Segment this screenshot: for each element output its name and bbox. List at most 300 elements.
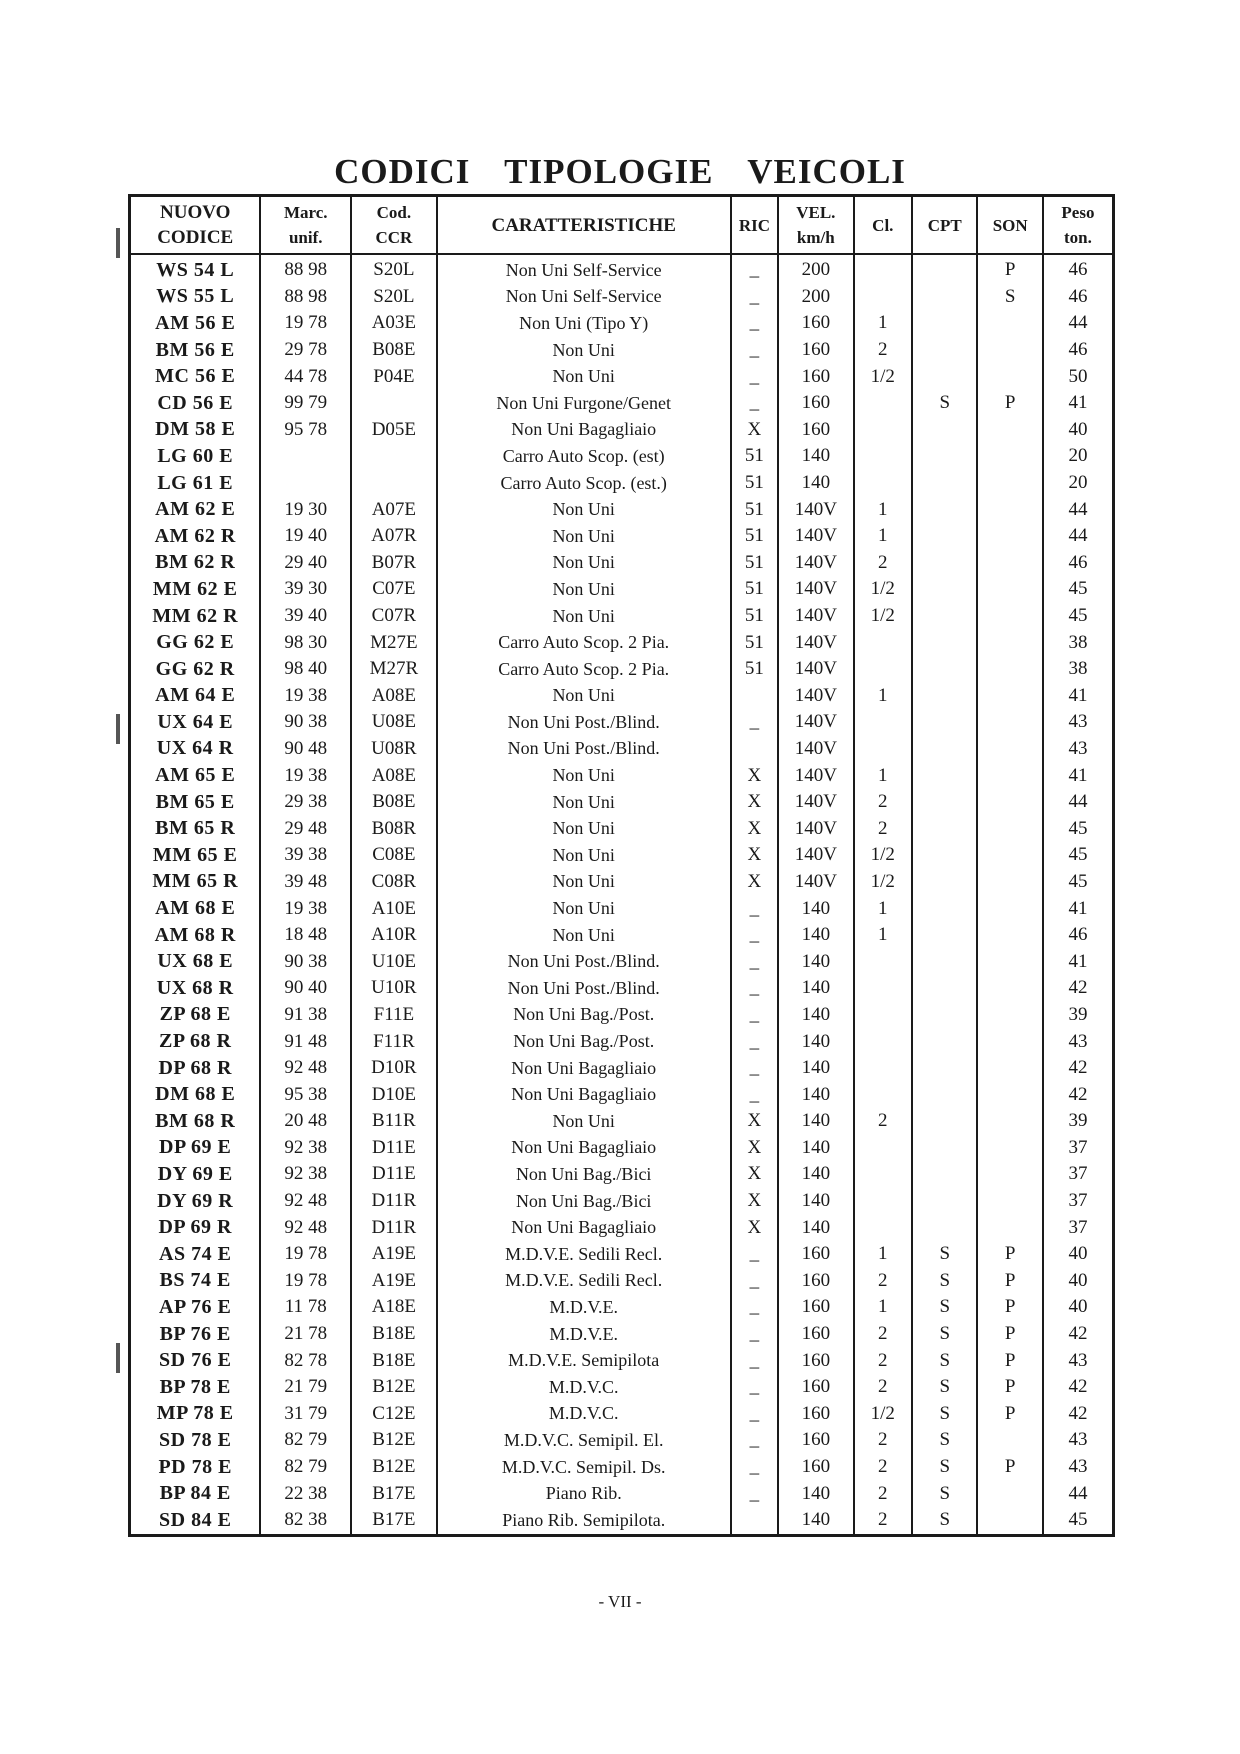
title-word: VEICOLI [747,152,906,191]
cell-cl [854,709,912,736]
cell-cpt [912,284,977,311]
cell-cpt [912,1214,977,1241]
cell-ccr: S20L [351,284,437,311]
cell-son: P [977,1321,1042,1348]
cell-marc: 82 38 [260,1507,351,1535]
cell-vel: 140 [778,1081,854,1108]
cell-ccr: P04E [351,363,437,390]
cell-codice: BM 56 E [130,337,261,364]
cell-cpt: S [912,1480,977,1507]
cell-caratteristiche: M.D.V.E. Sedili Recl. [437,1241,731,1268]
cell-vel: 140V [778,736,854,763]
cell-son [977,363,1042,390]
table-row [130,417,1114,444]
cell-marc: 19 78 [260,1268,351,1295]
cell-son [977,337,1042,364]
cell-peso: 37 [1043,1161,1114,1188]
cell-caratteristiche: M.D.V.C. Semipil. El. [437,1427,731,1454]
cell-peso: 43 [1043,736,1114,763]
cell-marc: 39 30 [260,576,351,603]
cell-caratteristiche: Non Uni Bag./Bici [437,1188,731,1215]
cell-cpt [912,762,977,789]
cell-son [977,417,1042,444]
cell-peso: 45 [1043,815,1114,842]
cell-ric [731,736,778,763]
margin-mark [116,1343,120,1373]
cell-cpt [912,709,977,736]
cell-codice: DM 58 E [130,417,261,444]
cell-marc: 44 78 [260,363,351,390]
cell-son [977,550,1042,577]
cell-son: P [977,1454,1042,1481]
cell-codice: DP 68 R [130,1055,261,1082]
col-header-ric: RIC [731,196,778,255]
cell-marc [260,470,351,497]
cell-ccr: F11E [351,1002,437,1029]
cell-vel: 140 [778,1028,854,1055]
cell-ric: _ [731,1055,778,1082]
cell-ric: X [731,417,778,444]
cell-ccr: A10E [351,895,437,922]
cell-cl: 2 [854,1321,912,1348]
table-row [130,496,1114,523]
cell-cpt [912,629,977,656]
cell-codice: GG 62 R [130,656,261,683]
cell-ric: _ [731,1480,778,1507]
cell-caratteristiche: Carro Auto Scop. 2 Pia. [437,656,731,683]
cell-caratteristiche: M.D.V.E. Semipilota [437,1347,731,1374]
cell-cpt [912,417,977,444]
cell-cl [854,1055,912,1082]
table-row [130,869,1114,896]
cell-ccr: D11E [351,1161,437,1188]
cell-son [977,1507,1042,1535]
header-row [130,196,1114,255]
cell-codice: BS 74 E [130,1268,261,1295]
cell-peso: 43 [1043,1427,1114,1454]
table-row [130,1161,1114,1188]
table-row [130,1108,1114,1135]
cell-vel: 160 [778,1241,854,1268]
cell-cl: 1 [854,1241,912,1268]
cell-cl [854,1028,912,1055]
cell-marc: 21 78 [260,1321,351,1348]
cell-cpt [912,443,977,470]
cell-vel: 140V [778,576,854,603]
table-row [130,576,1114,603]
cell-codice: WS 54 L [130,254,261,284]
cell-son [977,576,1042,603]
cell-peso: 46 [1043,550,1114,577]
cell-peso: 40 [1043,1294,1114,1321]
cell-son [977,815,1042,842]
cell-peso: 37 [1043,1135,1114,1162]
cell-peso: 42 [1043,975,1114,1002]
cell-ccr: C07R [351,603,437,630]
page-title [0,152,1240,192]
cell-son: P [977,1401,1042,1428]
vehicle-codes-table [128,194,1115,1537]
cell-vel: 160 [778,363,854,390]
table-row [130,815,1114,842]
cell-ric: 51 [731,576,778,603]
table-row [130,390,1114,417]
margin-mark [116,228,120,258]
cell-codice: AM 56 E [130,310,261,337]
cell-ccr: B08R [351,815,437,842]
cell-vel: 140 [778,1214,854,1241]
cell-ric: _ [731,310,778,337]
cell-marc: 90 38 [260,948,351,975]
cell-son [977,470,1042,497]
cell-vel: 140 [778,948,854,975]
cell-marc: 11 78 [260,1294,351,1321]
table-row [130,1081,1114,1108]
cell-cpt [912,1081,977,1108]
cell-cl: 1 [854,496,912,523]
cell-caratteristiche: Non Uni Post./Blind. [437,948,731,975]
cell-son [977,496,1042,523]
cell-marc: 39 48 [260,869,351,896]
cell-codice: DM 68 E [130,1081,261,1108]
cell-peso: 44 [1043,789,1114,816]
cell-ccr: C08E [351,842,437,869]
cell-codice: GG 62 E [130,629,261,656]
cell-peso: 46 [1043,337,1114,364]
cell-son [977,1028,1042,1055]
cell-ric: _ [731,1427,778,1454]
cell-cpt: S [912,1507,977,1535]
cell-codice: MM 62 E [130,576,261,603]
cell-peso: 44 [1043,310,1114,337]
cell-marc: 18 48 [260,922,351,949]
cell-son [977,948,1042,975]
cell-peso: 37 [1043,1188,1114,1215]
col-header-caratteristiche: CARATTERISTICHE [437,196,731,255]
table-row [130,1188,1114,1215]
cell-vel: 140 [778,1135,854,1162]
cell-cpt [912,470,977,497]
cell-ric: _ [731,1401,778,1428]
cell-vel: 160 [778,1294,854,1321]
table-row [130,1427,1114,1454]
cell-codice: UX 68 R [130,975,261,1002]
col-header-peso: Peso ton. [1043,196,1114,255]
cell-ric: X [731,789,778,816]
cell-cl [854,1081,912,1108]
cell-cl [854,254,912,284]
cell-cl: 1 [854,895,912,922]
cell-codice: SD 84 E [130,1507,261,1535]
cell-ric: _ [731,337,778,364]
cell-marc: 29 38 [260,789,351,816]
cell-ccr: U08E [351,709,437,736]
cell-cl [854,1002,912,1029]
cell-vel: 160 [778,1374,854,1401]
cell-son: S [977,284,1042,311]
cell-ric: _ [731,1374,778,1401]
col-header-cpt: CPT [912,196,977,255]
cell-ric: _ [731,709,778,736]
cell-ccr: A07E [351,496,437,523]
cell-ric: _ [731,1347,778,1374]
cell-cpt: S [912,1454,977,1481]
cell-ccr: D11R [351,1188,437,1215]
table-row [130,310,1114,337]
cell-cl [854,417,912,444]
cell-codice: MM 65 E [130,842,261,869]
cell-cpt: S [912,1427,977,1454]
cell-peso: 40 [1043,1268,1114,1295]
cell-marc: 19 38 [260,895,351,922]
cell-peso: 45 [1043,576,1114,603]
col-header-vel: VEL. km/h [778,196,854,255]
cell-caratteristiche: Piano Rib. [437,1480,731,1507]
margin-mark [116,714,120,744]
cell-cl: 2 [854,815,912,842]
cell-peso: 46 [1043,254,1114,284]
cell-cpt [912,1002,977,1029]
cell-ric: _ [731,948,778,975]
cell-ccr: A19E [351,1241,437,1268]
cell-peso: 39 [1043,1108,1114,1135]
cell-cl: 1 [854,310,912,337]
cell-ccr: B12E [351,1427,437,1454]
cell-peso: 44 [1043,496,1114,523]
cell-son [977,975,1042,1002]
cell-ccr: C08R [351,869,437,896]
cell-caratteristiche: Non Uni Post./Blind. [437,975,731,1002]
cell-cpt [912,603,977,630]
cell-codice: CD 56 E [130,390,261,417]
cell-son: P [977,390,1042,417]
cell-cpt [912,948,977,975]
cell-ric: 51 [731,656,778,683]
cell-ccr: U10E [351,948,437,975]
cell-marc: 31 79 [260,1401,351,1428]
cell-vel: 160 [778,1268,854,1295]
cell-peso: 42 [1043,1081,1114,1108]
cell-ric: _ [731,254,778,284]
cell-son [977,1214,1042,1241]
cell-cl [854,1188,912,1215]
cell-cpt: S [912,1268,977,1295]
cell-peso: 41 [1043,948,1114,975]
cell-codice: DY 69 R [130,1188,261,1215]
cell-ccr: S20L [351,254,437,284]
cell-ric: 51 [731,550,778,577]
cell-peso: 40 [1043,417,1114,444]
table-row [130,1028,1114,1055]
cell-cl: 2 [854,1374,912,1401]
cell-codice: AM 62 E [130,496,261,523]
cell-ric: 51 [731,470,778,497]
cell-caratteristiche: Non Uni Bagagliaio [437,1135,731,1162]
cell-marc: 91 48 [260,1028,351,1055]
title-word: CODICI [334,152,471,191]
cell-ric: X [731,762,778,789]
cell-ric: X [731,1161,778,1188]
cell-codice: BP 76 E [130,1321,261,1348]
cell-cpt [912,1055,977,1082]
cell-codice: MM 65 R [130,869,261,896]
table-row [130,443,1114,470]
cell-marc: 22 38 [260,1480,351,1507]
cell-vel: 140V [778,629,854,656]
cell-marc: 39 38 [260,842,351,869]
cell-cl: 2 [854,337,912,364]
table-row [130,1454,1114,1481]
cell-vel: 140 [778,1507,854,1535]
cell-vel: 160 [778,1401,854,1428]
cell-peso: 46 [1043,284,1114,311]
cell-codice: SD 78 E [130,1427,261,1454]
cell-ccr: A07R [351,523,437,550]
cell-marc: 91 38 [260,1002,351,1029]
cell-codice: PD 78 E [130,1454,261,1481]
cell-marc: 19 30 [260,496,351,523]
cell-caratteristiche: Non Uni [437,603,731,630]
cell-vel: 160 [778,417,854,444]
cell-marc: 88 98 [260,284,351,311]
cell-marc: 90 38 [260,709,351,736]
cell-son [977,603,1042,630]
cell-cpt [912,523,977,550]
cell-ccr: D10E [351,1081,437,1108]
table-row [130,948,1114,975]
cell-caratteristiche: Non Uni [437,762,731,789]
cell-caratteristiche: Non Uni [437,815,731,842]
table-body [130,254,1114,1535]
cell-ccr: B08E [351,337,437,364]
cell-son: P [977,254,1042,284]
cell-cpt [912,550,977,577]
cell-ccr: F11R [351,1028,437,1055]
cell-ccr [351,443,437,470]
cell-cpt [912,1028,977,1055]
cell-vel: 140V [778,603,854,630]
cell-ric: _ [731,1268,778,1295]
cell-vel: 140 [778,443,854,470]
cell-vel: 160 [778,337,854,364]
cell-caratteristiche: Non Uni [437,1108,731,1135]
col-header-marc: Marc. unif. [260,196,351,255]
cell-caratteristiche: Non Uni [437,683,731,710]
cell-cpt [912,337,977,364]
cell-cpt [912,975,977,1002]
cell-vel: 200 [778,254,854,284]
cell-ric: 51 [731,629,778,656]
cell-son [977,736,1042,763]
cell-son [977,1480,1042,1507]
cell-son [977,1081,1042,1108]
table-row [130,1135,1114,1162]
cell-cl: 1 [854,523,912,550]
cell-son [977,1188,1042,1215]
page-number: - VII - [598,1592,642,1611]
cell-marc: 95 38 [260,1081,351,1108]
cell-codice: BM 65 E [130,789,261,816]
cell-cl: 1 [854,922,912,949]
table-row [130,1294,1114,1321]
cell-cl [854,443,912,470]
cell-vel: 140 [778,1108,854,1135]
table-row [130,789,1114,816]
cell-son [977,1055,1042,1082]
table-row [130,1374,1114,1401]
cell-ric: _ [731,1294,778,1321]
cell-caratteristiche: Non Uni [437,576,731,603]
cell-ric: X [731,1188,778,1215]
cell-peso: 45 [1043,603,1114,630]
cell-marc: 99 79 [260,390,351,417]
cell-vel: 140 [778,1161,854,1188]
cell-son [977,683,1042,710]
cell-son [977,310,1042,337]
cell-cl: 2 [854,1507,912,1535]
cell-cl [854,975,912,1002]
cell-son [977,629,1042,656]
cell-caratteristiche: Non Uni Bagagliaio [437,417,731,444]
cell-ccr: M27E [351,629,437,656]
cell-marc: 19 38 [260,683,351,710]
cell-cl: 2 [854,1454,912,1481]
cell-cl [854,1214,912,1241]
cell-cpt [912,869,977,896]
table-row [130,1480,1114,1507]
cell-cpt [912,683,977,710]
cell-ccr: B17E [351,1507,437,1535]
table-row [130,284,1114,311]
cell-caratteristiche: Non Uni Furgone/Genet [437,390,731,417]
cell-ccr: M27R [351,656,437,683]
cell-peso: 43 [1043,1347,1114,1374]
table-row [130,683,1114,710]
cell-marc: 92 48 [260,1055,351,1082]
cell-caratteristiche: Carro Auto Scop. (est) [437,443,731,470]
cell-vel: 140V [778,550,854,577]
cell-son [977,789,1042,816]
cell-marc: 88 98 [260,254,351,284]
cell-ccr [351,390,437,417]
cell-cpt [912,815,977,842]
cell-caratteristiche: Non Uni Post./Blind. [437,709,731,736]
cell-peso: 45 [1043,842,1114,869]
cell-son [977,523,1042,550]
cell-peso: 38 [1043,629,1114,656]
cell-caratteristiche: Non Uni [437,842,731,869]
cell-caratteristiche: M.D.V.E. [437,1321,731,1348]
table-row [130,1055,1114,1082]
cell-vel: 160 [778,310,854,337]
cell-codice: MM 62 R [130,603,261,630]
cell-vel: 140 [778,1480,854,1507]
title-word: TIPOLOGIE [504,152,714,191]
cell-cl: 1 [854,1294,912,1321]
cell-ccr: B07R [351,550,437,577]
cell-cl: 1/2 [854,1401,912,1428]
cell-codice: WS 55 L [130,284,261,311]
cell-ccr: B12E [351,1454,437,1481]
cell-cl [854,629,912,656]
cell-marc: 39 40 [260,603,351,630]
cell-caratteristiche: Non Uni Bag./Post. [437,1028,731,1055]
cell-caratteristiche: Non Uni (Tipo Y) [437,310,731,337]
cell-cl: 2 [854,1108,912,1135]
cell-peso: 42 [1043,1401,1114,1428]
table-row [130,895,1114,922]
cell-cpt [912,363,977,390]
